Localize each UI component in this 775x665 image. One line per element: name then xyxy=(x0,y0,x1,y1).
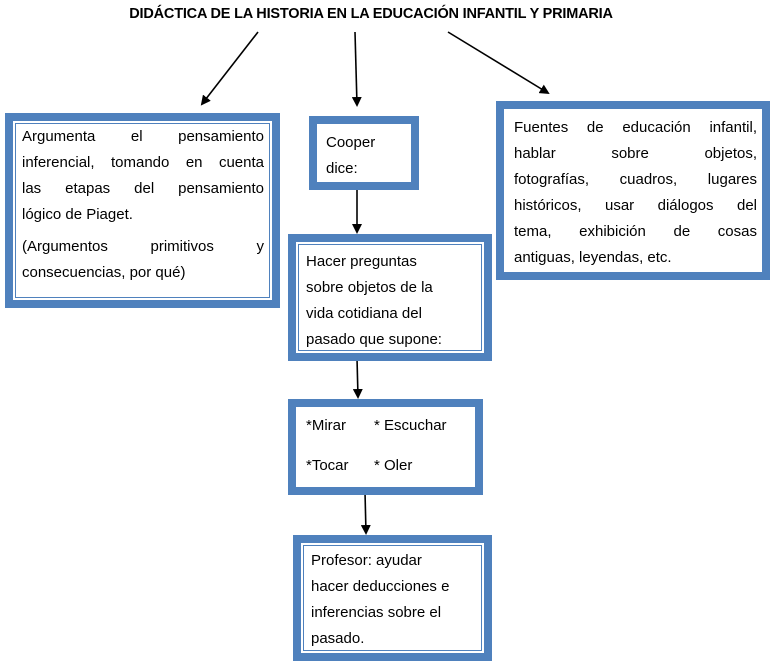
diagram-title: DIDÁCTICA DE LA HISTORIA EN LA EDUCACIÓN INFANTIL Y PRIMARIA xyxy=(129,6,613,22)
cooper-line: dice: xyxy=(326,160,358,177)
hacer-line: sobre objetos de la xyxy=(306,279,433,296)
sentido-escuchar: * Escuchar xyxy=(374,417,447,434)
argumenta-note-line: consecuencias, por qué) xyxy=(22,264,186,281)
fuentes-line: fotografías, cuadros, lugares xyxy=(514,171,757,188)
sentido-mirar: *Mirar xyxy=(306,417,346,434)
argumenta-line: Argumenta el pensamiento xyxy=(22,128,264,145)
sentido-oler: * Oler xyxy=(374,457,413,474)
hacer-preguntas-box xyxy=(288,234,492,361)
profesor-line: inferencias sobre el xyxy=(311,604,442,621)
arrow-sentidos-to-profesor xyxy=(365,492,366,533)
profesor-text xyxy=(311,548,449,652)
cooper-text xyxy=(326,130,375,182)
fuentes-text xyxy=(514,115,757,271)
arrow-title-to-cooper xyxy=(355,32,357,105)
sentidos-grid xyxy=(306,413,447,479)
fuentes-line: Fuentes de educación infantil, xyxy=(514,119,757,136)
argumenta-note-line: (Argumentos primitivos y xyxy=(22,238,264,255)
argumenta-line: lógico de Piaget. xyxy=(22,206,133,223)
sentido-tocar: *Tocar xyxy=(306,457,349,474)
fuentes-line: hablar sobre objetos, xyxy=(514,145,757,162)
arrow-title-to-fuentes xyxy=(448,32,548,93)
profesor-box xyxy=(293,535,492,661)
hacer-line: pasado que supone: xyxy=(306,331,442,348)
fuentes-box xyxy=(496,101,770,280)
cooper-box xyxy=(309,116,419,190)
sentidos-box xyxy=(288,399,483,495)
argumenta-line: las etapas del pensamiento xyxy=(22,180,264,197)
hacer-line: Hacer preguntas xyxy=(306,253,417,270)
fuentes-line: tema, exhibición de cosas xyxy=(514,223,757,240)
hacer-preguntas-text xyxy=(306,249,442,353)
fuentes-line: antiguas, leyendas, etc. xyxy=(514,249,672,266)
arrow-hacer-to-sentidos xyxy=(357,358,358,397)
cooper-line: Cooper xyxy=(326,134,376,151)
arrow-title-to-argumenta xyxy=(202,32,258,104)
hacer-line: vida cotidiana del xyxy=(306,305,422,322)
argumenta-line: inferencial, tomando en cuenta xyxy=(22,154,264,171)
fuentes-line: históricos, usar diálogos del xyxy=(514,197,757,214)
profesor-line: pasado. xyxy=(311,630,365,647)
profesor-line: Profesor: ayudar xyxy=(311,552,422,569)
argumenta-box xyxy=(5,113,280,308)
argumenta-text xyxy=(22,124,264,286)
profesor-line: hacer deducciones e xyxy=(311,578,450,595)
